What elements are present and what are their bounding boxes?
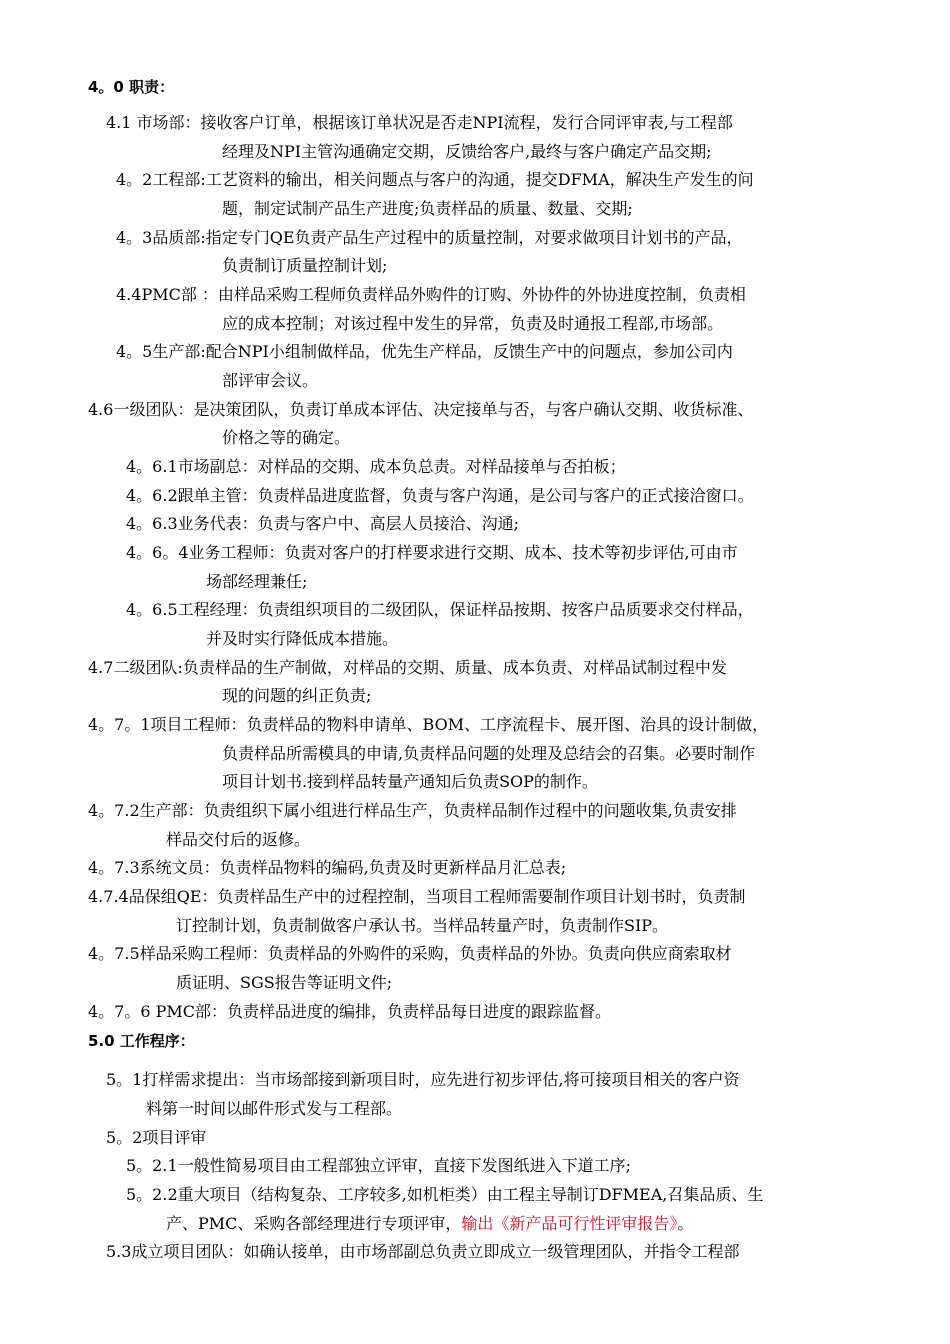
- procedure-line: 5.3成立项目团队：如确认接单，由市场部副总负责立即成立一级管理团队，并指令工程部: [106, 1242, 740, 1261]
- procedure-line: 料第一时间以邮件形式发与工程部。: [146, 1099, 403, 1118]
- duty-line: 4.7.4品保组QE：负责样品生产中的过程控制，当项目工程师需要制作项目计划书时，负责制: [88, 887, 746, 906]
- procedure-line: 5。2项目评审: [106, 1128, 207, 1147]
- duty-line: 4.1 市场部：接收客户订单，根据该订单状况是否走NPI流程，发行合同评审表,与工程部: [106, 113, 733, 132]
- duty-line: 价格之等的确定。: [222, 428, 351, 447]
- duty-line: 4。7。1项目工程师：负责样品的物料申请单、BOM、工序流程卡、展开图、治具的设计制做，: [88, 715, 769, 734]
- duty-line: 应的成本控制；对该过程中发生的异常，负责及时通报工程部,市场部。: [222, 314, 724, 333]
- duty-line: 4。3品质部:指定专门QE负责产品生产过程中的质量控制，对要求做项目计划书的产品，: [116, 228, 743, 247]
- duty-line: 4。2工程部:工艺资料的输出，相关问题点与客户的沟通，提交DFMA，解决生产发生的问: [116, 170, 754, 189]
- duty-line: 4。6.5工程经理：负责组织项目的二级团队，保证样品按期、按客户品质要求交付样品，: [126, 600, 754, 619]
- duty-line: 4.7二级团队:负责样品的生产制做，对样品的交期、质量、成本负责、对样品试制过程中发: [88, 658, 727, 677]
- duty-line: 4。6.3业务代表：负责与客户中、高层人员接洽、沟通;: [126, 514, 520, 533]
- section-5-heading: 5.0 工作程序：: [88, 1032, 195, 1050]
- duty-line: 4。5生产部:配合NPI小组制做样品，优先生产样品，反馈生产中的问题点，参加公司内: [116, 342, 733, 361]
- procedure-line: 5。2.2重大项目（结构复杂、工序较多,如机柜类）由工程主导制订DFMEA,召集品质、生: [126, 1185, 764, 1204]
- procedure-line: 5。1打样需求提出：当市场部接到新项目时，应先进行初步评估,将可接项目相关的客户资: [106, 1070, 740, 1089]
- duty-line: 4。6.1市场副总：对样品的交期、成本负总责。对样品接单与否拍板；: [126, 457, 626, 476]
- duty-line: 题，制定试制产品生产进度;负责样品的质量、数量、交期;: [222, 199, 633, 218]
- duty-line: 并及时实行降低成本措施。: [206, 629, 399, 648]
- duty-line: 场部经理兼任;: [206, 572, 308, 591]
- duty-line: 负责样品所需模具的申请,负责样品问题的处理及总结会的召集。必要时制作: [222, 744, 756, 763]
- duty-line: 项目计划书.接到样品转量产通知后负责SOP的制作。: [222, 772, 598, 791]
- duty-line: 4。7.3系统文员：负责样品物料的编码,负责及时更新样品月汇总表;: [88, 858, 567, 877]
- procedure-line: 5。2.1一般性简易项目由工程部独立评审，直接下发图纸进入下道工序;: [126, 1156, 632, 1175]
- duty-line: 部评审会议。: [222, 371, 319, 390]
- duty-line: 4。6。4业务工程师：负责对客户的打样要求进行交期、成本、技术等初步评估,可由市: [126, 543, 738, 562]
- duty-line: 现的问题的纠正负责;: [222, 686, 372, 705]
- duty-line: 订控制计划，负责制做客户承认书。当样品转量产时，负责制作SIP。: [176, 916, 669, 935]
- duty-line: 4.4PMC部 ：由样品采购工程师负责样品外购件的订购、外协件的外协进度控制，负责相: [116, 285, 746, 304]
- duty-line: 4。7.5样品采购工程师：负责样品的外购件的采购，负责样品的外协。负责向供应商索取材: [88, 944, 732, 963]
- duty-line: 4。7.2生产部：负责组织下属小组进行样品生产，负责样品制作过程中的问题收集,负责安排: [88, 801, 737, 820]
- duty-line: 质证明、SGS报告等证明文件;: [176, 973, 393, 992]
- highlighted-output-text: 输出《新产品可行性评审报告》: [461, 1214, 678, 1233]
- procedure-line: [166, 1213, 693, 1235]
- duty-line: 4.6一级团队：是决策团队，负责订单成本评估、决定接单与否，与客户确认交期、收货标准、: [88, 400, 754, 419]
- section-4-heading: 4。0 职责：: [88, 78, 175, 96]
- duty-line: 4。6.2跟单主管：负责样品进度监督，负责与客户沟通，是公司与客户的正式接洽窗口。: [126, 486, 754, 505]
- duty-line: 样品交付后的返修。: [166, 830, 311, 849]
- duty-line: 经理及NPI主管沟通确定交期，反馈给客户,最终与客户确定产品交期;: [222, 142, 712, 161]
- duty-line: 负责制订质量控制计划;: [222, 256, 388, 275]
- procedure-text: 产、PMC、采购各部经理进行专项评审，: [166, 1214, 462, 1233]
- procedure-text-end: 。: [677, 1214, 694, 1233]
- duty-line: 4。7。6 PMC部：负责样品进度的编排，负责样品每日进度的跟踪监督。: [88, 1002, 612, 1021]
